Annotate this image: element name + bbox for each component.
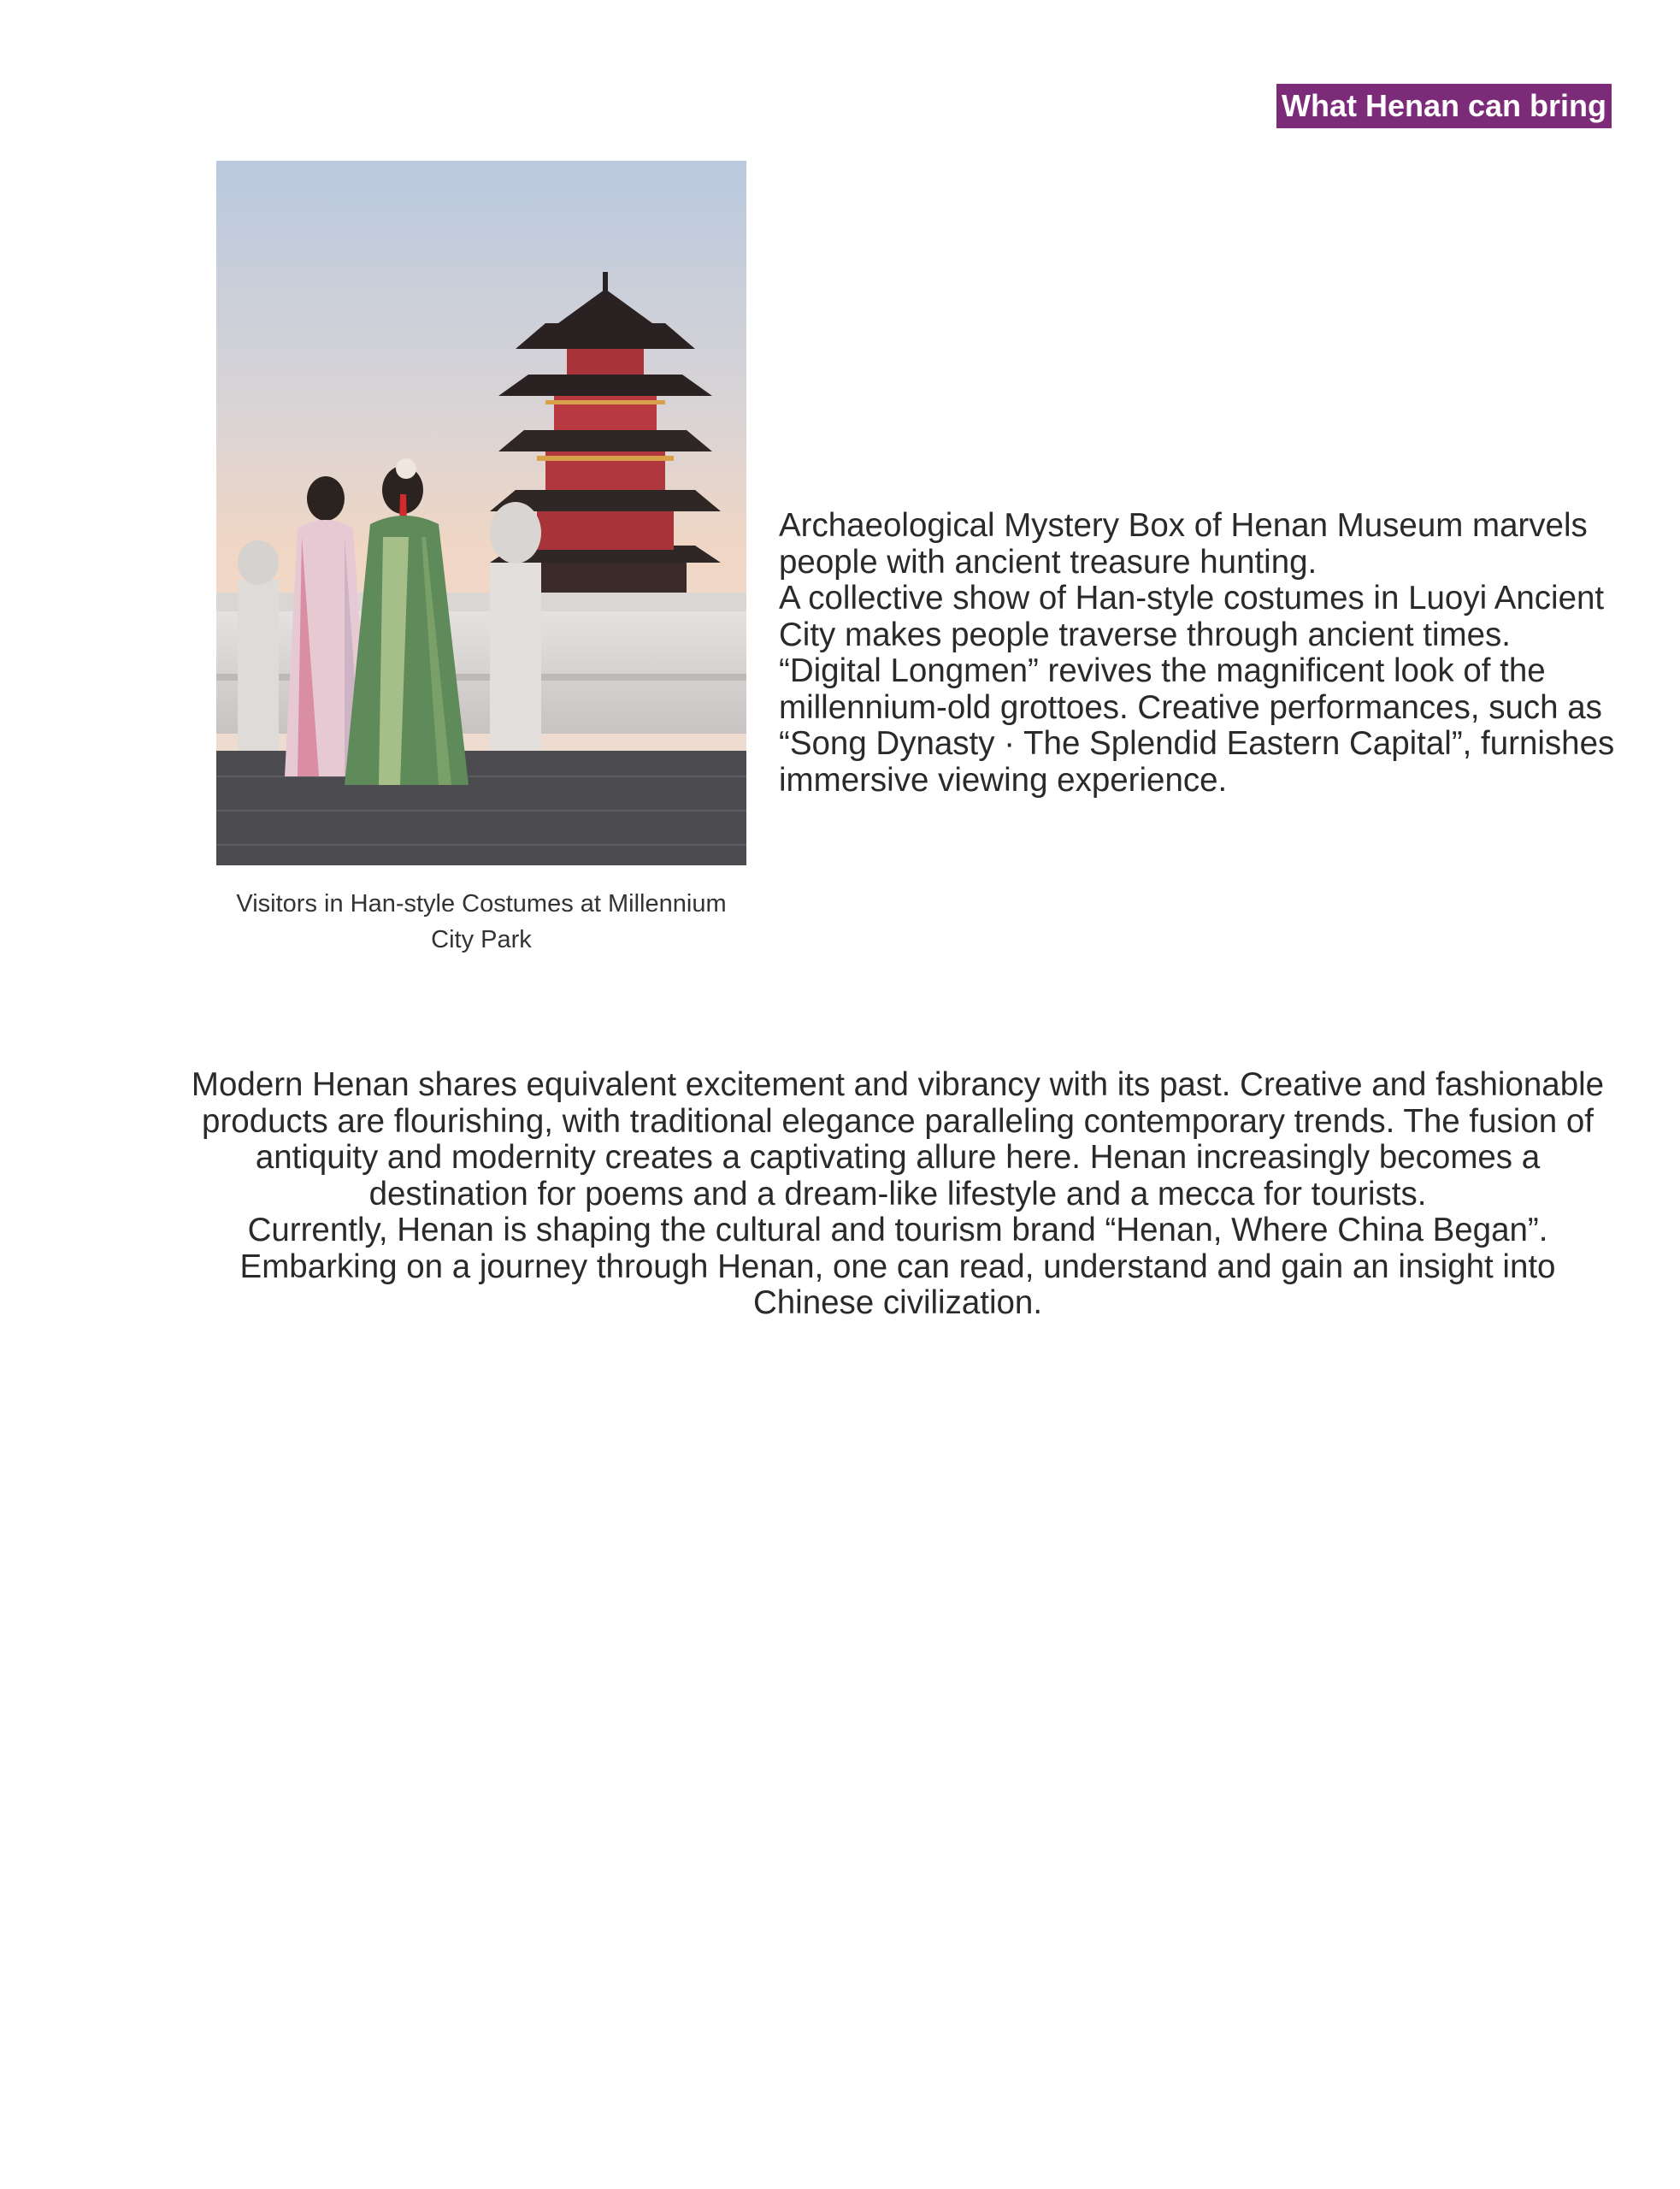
photo-han-costume-visitors <box>216 161 746 865</box>
main-paragraph: Currently, Henan is shaping the cultural and tourism brand “Henan, Where China Began”. Embarking on a journey through Henan, one can read, understand and gain an insight into Chinese civilization. <box>239 1212 1556 1321</box>
side-paragraph: A collective show of Han-style costumes in Luoyi Ancient City makes people traverse through ancient times. “Digital Longmen” revives the magnificent look of the millennium-old grottoes. Creative performances, such as “Song Dynasty · The Splendid Eastern Capital”, furnishes immersive viewing experience. <box>779 580 1615 799</box>
section-title-badge: What Henan can bring <box>1276 84 1612 128</box>
caption-line-2: City Park <box>431 926 532 953</box>
main-paragraph: Modern Henan shares equivalent excitement and vibrancy with its past. Creative and fashionable products are flourishing, with traditional elegance paralleling contemporary trends. The fusion of antiquity and modernity creates a captivating allure here. Henan increasingly becomes a destination for poems and a dream-like lifestyle and a mecca for tourists. <box>191 1066 1605 1213</box>
side-text-block <box>779 508 1617 799</box>
caption-line-1: Visitors in Han-style Costumes at Millennium <box>236 890 727 917</box>
photo-caption <box>216 886 746 958</box>
side-paragraph: Archaeological Mystery Box of Henan Museum marvels people with ancient treasure hunting. <box>779 507 1588 581</box>
main-text-block <box>188 1067 1607 1322</box>
